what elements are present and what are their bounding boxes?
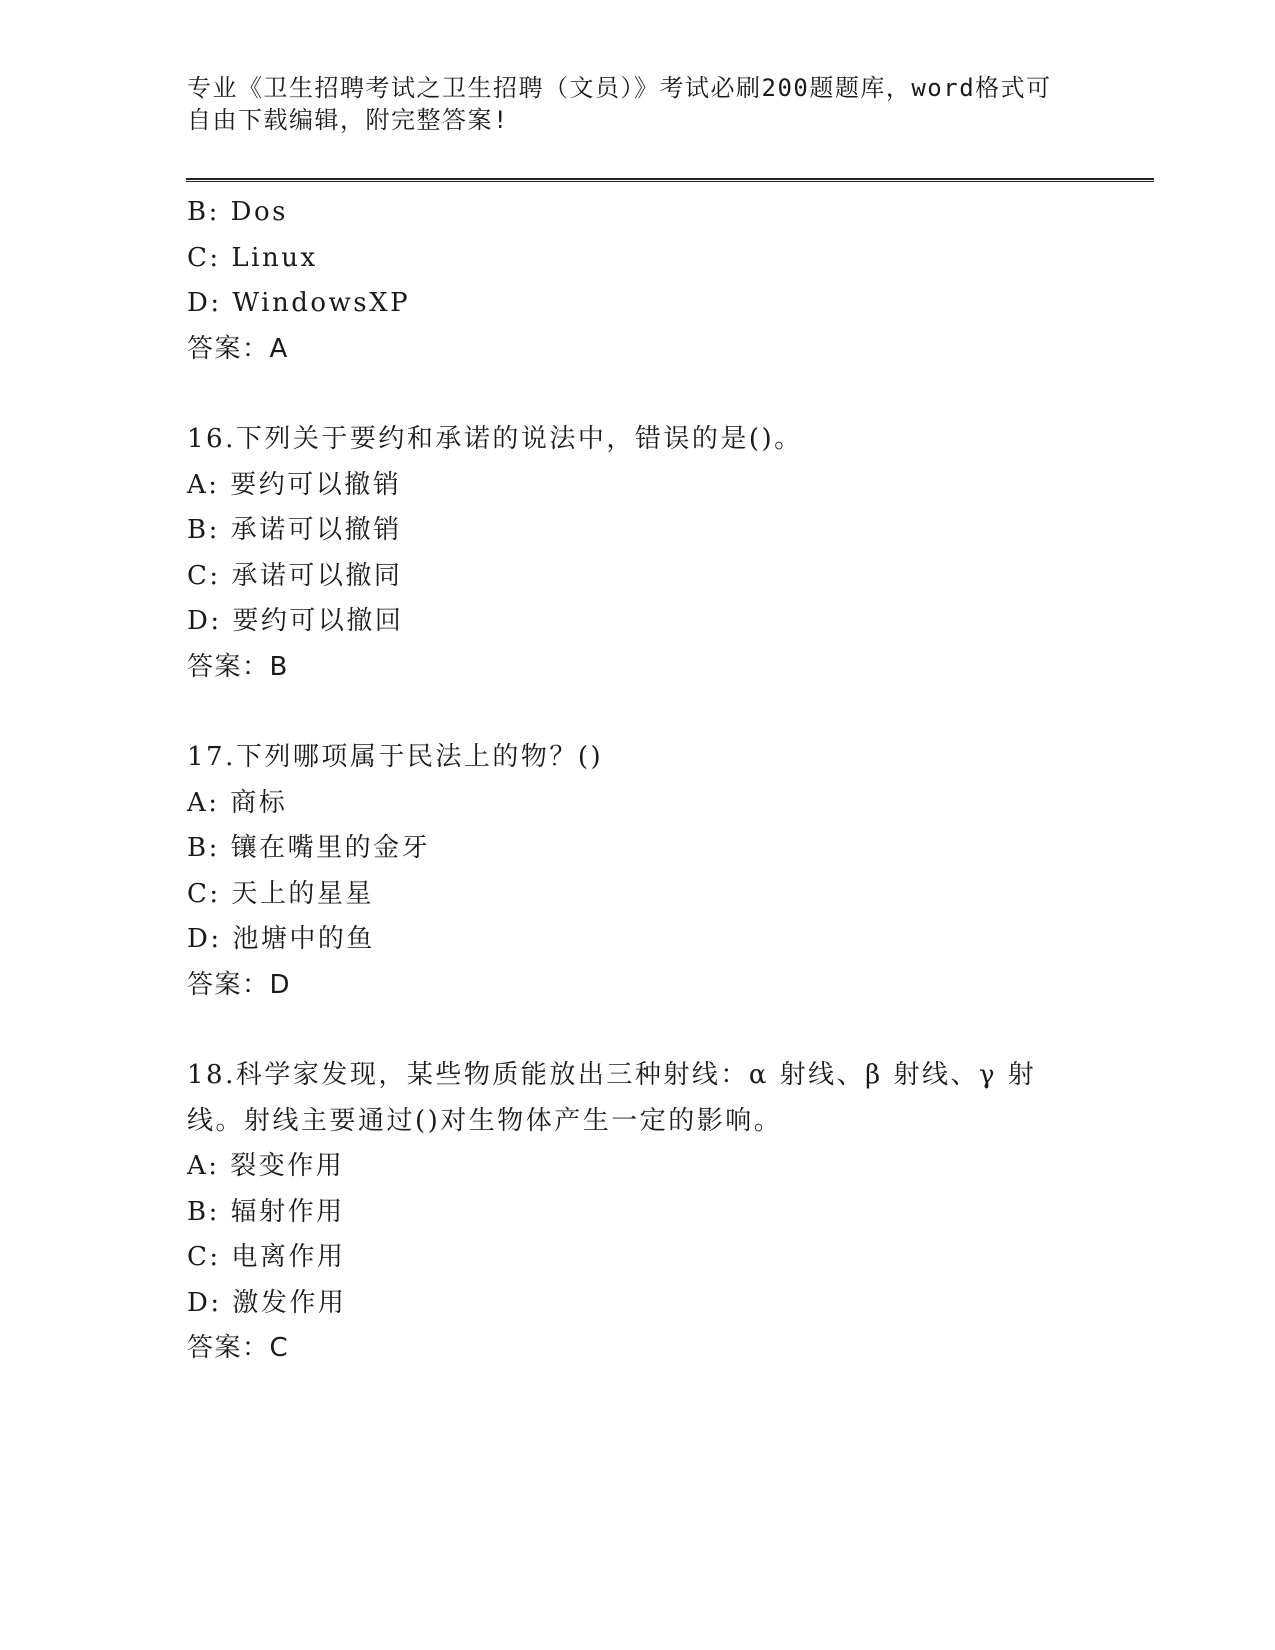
option-d: D: 要约可以撤回: [187, 606, 404, 636]
question-stem: 18.科学家发现，某些物质能放出三种射线：α 射线、β 射线、γ 射线。射线主要通过()对生物体产生一定的影响。: [187, 1060, 1037, 1136]
answer-line: 答案：A: [187, 333, 289, 364]
option-d: D: 池塘中的鱼: [187, 924, 375, 954]
question-16: [187, 417, 1087, 690]
option-a: A: 裂变作用: [187, 1151, 345, 1181]
option-c: C: 承诺可以撤同: [187, 560, 403, 591]
answer-line: 答案：C: [187, 1333, 290, 1363]
header-divider: [186, 178, 1154, 182]
option-b: B: Dos: [187, 197, 288, 227]
option-d: D: 激发作用: [187, 1287, 347, 1318]
question-list: [187, 190, 1087, 1372]
option-b: B: 辐射作用: [187, 1196, 345, 1227]
answer-line: 答案：D: [187, 969, 292, 1000]
question-18: [187, 1053, 1087, 1372]
continued-question: [187, 190, 1087, 372]
option-b: B: 镶在嘴里的金牙: [187, 833, 431, 863]
answer-line: 答案：B: [187, 651, 289, 682]
question-stem: 17.下列哪项属于民法上的物？(): [187, 742, 604, 772]
option-a: A: 商标: [187, 787, 288, 818]
option-b: B: 承诺可以撤销: [187, 515, 402, 545]
document-header: 专业《卫生招聘考试之卫生招聘（文员）》考试必刷200题题库，word格式可自由下载编辑，附完整答案!: [187, 74, 1052, 134]
option-c: C: 天上的星星: [187, 878, 374, 909]
option-c: C: Linux: [187, 242, 318, 273]
option-a: A: 要约可以撤销: [187, 469, 402, 500]
question-stem: 16.下列关于要约和承诺的说法中，错误的是()。: [187, 424, 803, 454]
option-d: D: WindowsXP: [187, 288, 411, 318]
option-c: C: 电离作用: [187, 1242, 346, 1272]
question-17: [187, 735, 1087, 1008]
